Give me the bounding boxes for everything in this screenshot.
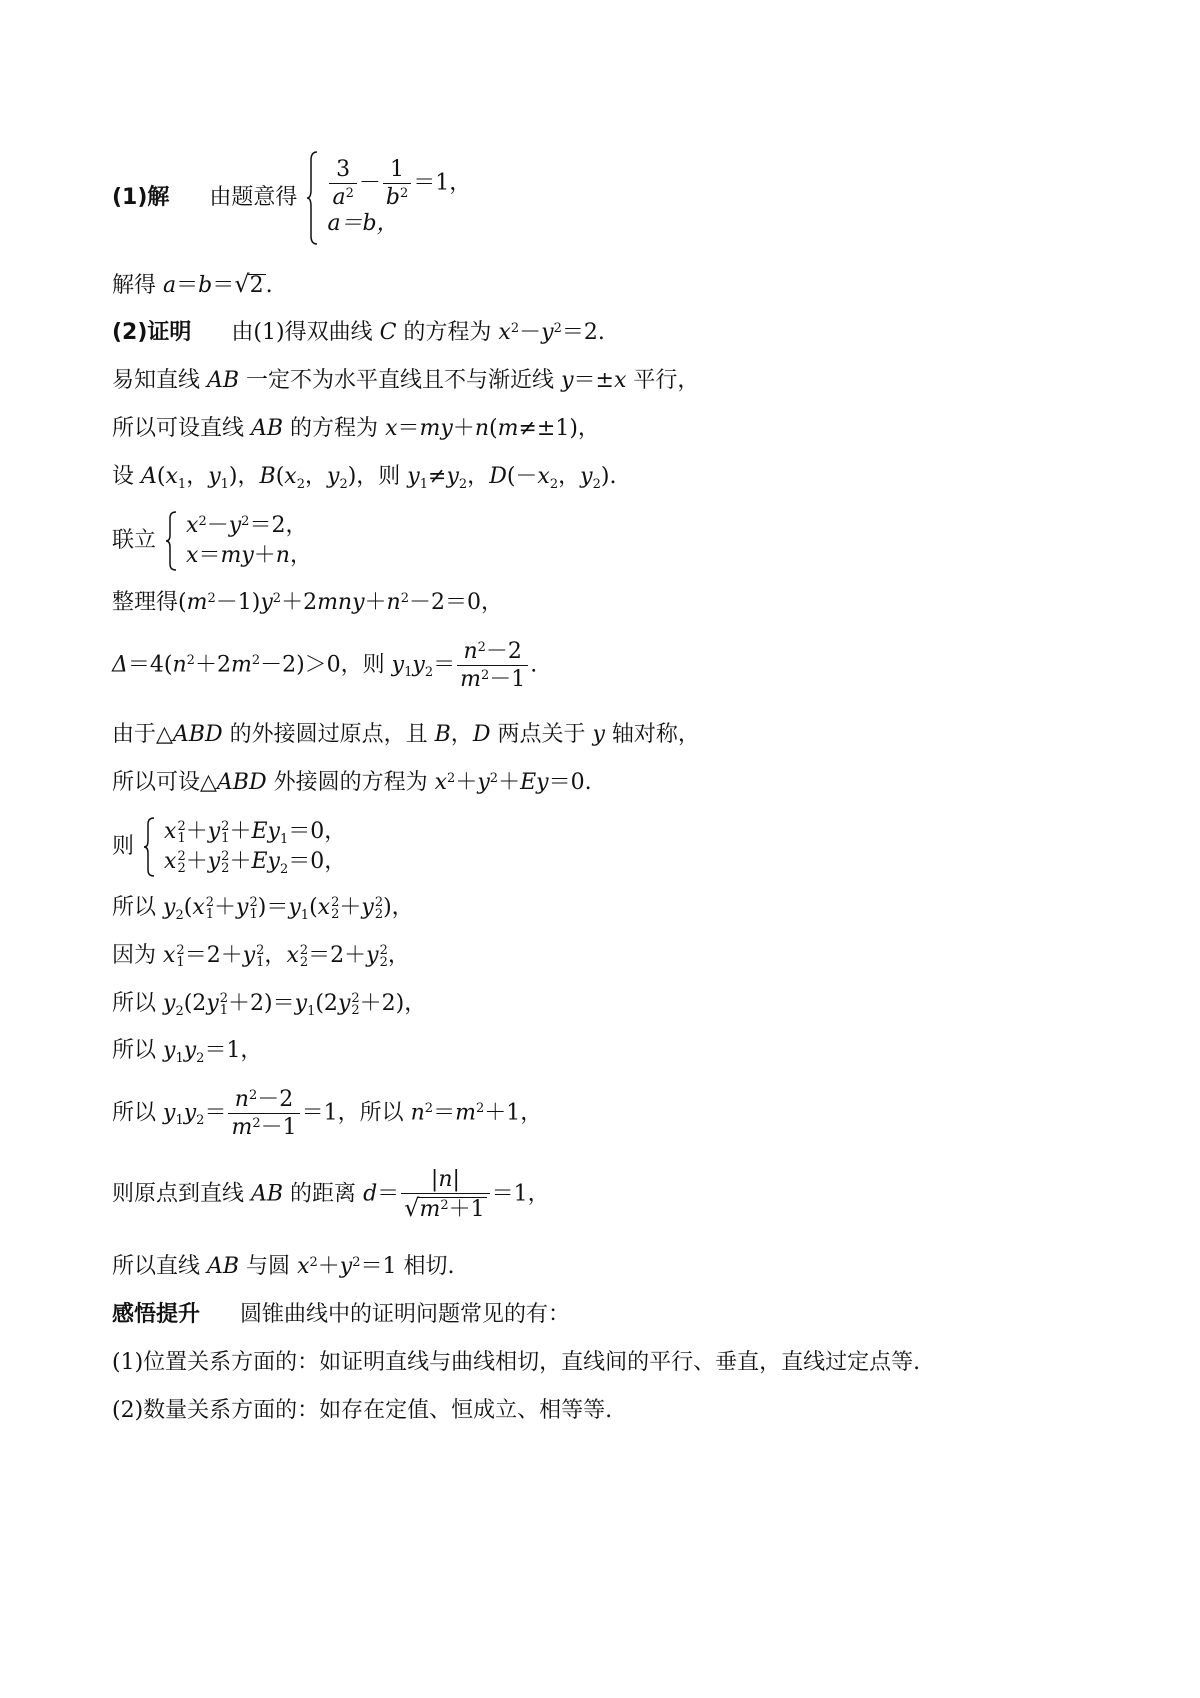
part2-line-2: 所以可设直线 AB 的方程为 x＝my＋n(m≠±1)， <box>112 416 600 441</box>
ze-eq1: x 2 1 ＋y 2 1 $+Ey_1=0$， <box>164 819 347 847</box>
insight-label: 感悟提升 <box>112 1302 201 1327</box>
part1-solution: 解得 a＝b＝√2. <box>112 270 273 298</box>
lianli-eq1: $x^2-y^2=2$， <box>186 513 308 539</box>
insight-heading <box>112 1304 570 1326</box>
fraction-distance: $\frac{|n|}{√m^2+1}$ <box>401 1168 489 1221</box>
part2-line-8: 所以 $y_2(x$ 2 1 ＋y 2 1 )$=y_1(x$ 2 2 ＋y 2 2 )， <box>112 895 414 923</box>
part1-intro: 由题意得 <box>209 185 298 210</box>
fraction-y1y2-repeat: $\frac{n^2-2}{m^2-1}$ <box>228 1088 299 1139</box>
left-brace-icon <box>165 510 177 572</box>
part2-line-10: 所以 $y_2(2y$ 2 1 $+2)=y_1(2y$ 2 2 ＋2)， <box>112 991 427 1019</box>
part1-system <box>327 158 471 239</box>
part1-eq1: $\frac{3}{a^2}$ － $\frac{1}{b^2}$ ＝1， <box>327 158 471 209</box>
ze-eq2: x 2 2 ＋y 2 2 $+Ey_2=0$， <box>164 849 347 877</box>
lianli-eq2: x＝my＋n， <box>186 543 312 568</box>
fraction-3-over-a2: $\frac{3}{a^2}$ <box>329 158 356 209</box>
part2-line-12: 所以 $y_1y_2=$ $\frac{n^2-2}{m^2-1}$ ＝1，所以 $n^2=m^2+1$， <box>112 1087 543 1141</box>
insight-point-2: (2)数量关系方面的：如存在定值、恒成立、相等等. <box>112 1398 613 1423</box>
part2-ze: 则 x 2 1 ＋y 2 1 $+Ey_1=0$， x 2 2 ＋y 2 2 $+Ey_2=0$， <box>112 816 346 878</box>
lianli-system <box>186 511 312 570</box>
ze-system <box>164 817 346 876</box>
left-brace-icon <box>143 816 155 878</box>
part2-label: (2)证明 <box>112 320 192 345</box>
part2-line-13: 则原点到直线 AB 的距离 d＝ $\frac{|n|}{√m^2+1}$ ＝1， <box>112 1167 550 1223</box>
part2-line-4: 整理得$(m^2-1)y^2+2mny+n^2-2=0$， <box>112 590 503 615</box>
part2-line-11: 所以 $y_1y_2=1$， <box>112 1038 263 1066</box>
part1-label: (1)解 <box>112 185 170 210</box>
part2-line-1: 易知直线 AB 一定不为水平直线且不与渐近线 y＝±x 平行， <box>112 368 700 393</box>
left-brace-icon <box>306 150 318 246</box>
fraction-y1y2: $\frac{n^2-2}{m^2-1}$ <box>457 640 528 691</box>
part2-lianli: 联立 $x^2-y^2=2$， x＝my＋n， <box>112 510 312 572</box>
part2-line-5: $\Delta=4(n^2+2m^2-2)>0$，则 $y_1y_2=$ $\frac{n^2-2}{m^2-1}$ . <box>112 639 538 693</box>
part2-line-6: 由于△ABD 的外接圆过原点，且 B，D 两点关于 y 轴对称， <box>112 722 700 747</box>
insight-point-1: (1)位置关系方面的：如证明直线与曲线相切，直线间的平行、垂直，直线过定点等. <box>112 1350 921 1375</box>
part1-system-line <box>112 150 471 246</box>
part2-intro-line: (2)证明 由(1)得双曲线 C 的方程为 $x^2-y^2=2$. <box>112 320 605 345</box>
part2-line-9: 因为 x 2 1 ＝2＋y 2 1 ，x 2 2 ＝2＋y 2 2 ， <box>112 943 410 970</box>
part2-line-7: 所以可设△ABD 外接圆的方程为 $x^2+y^2+Ey=0$. <box>112 770 592 795</box>
part1-eq2: a＝b， <box>327 210 399 236</box>
insight-text: 圆锥曲线中的证明问题常见的有： <box>240 1302 571 1327</box>
part2-line-3: 设 $A(x_1$，$y_1$)，$B(x_2$，$y_2$)，则 $y_1\ne y_2$，$D(-x_2$，$y_2$). <box>112 464 617 492</box>
part2-line-14: 所以直线 AB 与圆 $x^2+y^2=1$ 相切. <box>112 1254 455 1279</box>
fraction-1-over-b2: $\frac{1}{b^2}$ <box>383 158 411 209</box>
